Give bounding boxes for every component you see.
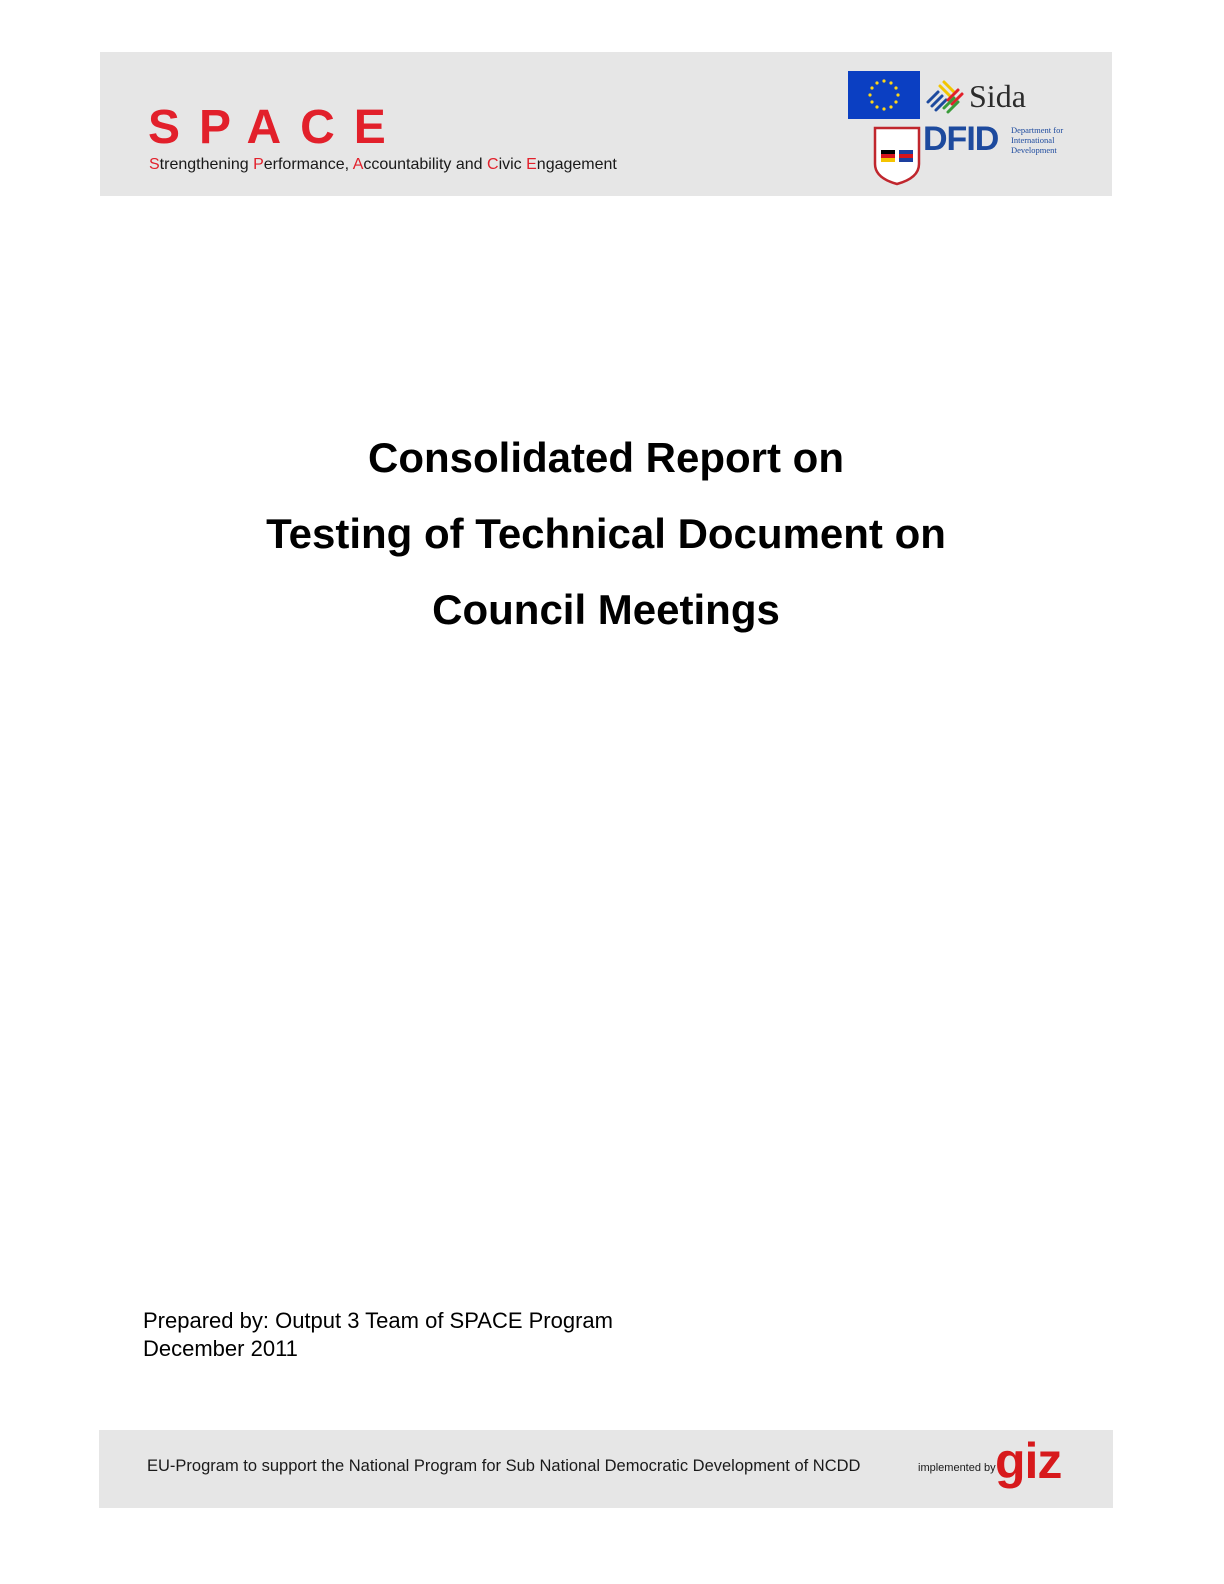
- space-logo: SPACE: [148, 101, 405, 154]
- prepared-by: Prepared by: Output 3 Team of SPACE Program: [143, 1308, 613, 1333]
- space-tagline: [149, 156, 617, 174]
- title-line: Council Meetings: [432, 586, 780, 633]
- tagline-initial: A: [352, 156, 364, 173]
- report-title: [0, 420, 1212, 648]
- tagline-initial: C: [487, 156, 499, 173]
- tagline-text: ivic: [498, 156, 527, 173]
- tagline-initial: E: [526, 156, 537, 173]
- title-line: Consolidated Report on: [368, 434, 844, 481]
- dfid-subtitle: Department for International Development: [1011, 125, 1064, 155]
- dfid-logo-text: DFID: [923, 120, 999, 158]
- tagline-text: erformance,: [263, 156, 353, 173]
- implemented-by-label: implemented by: [918, 1462, 996, 1474]
- footer-band: [99, 1430, 1113, 1508]
- title-line: Testing of Technical Document on: [266, 510, 946, 557]
- eu-flag-logo: [848, 71, 920, 119]
- tagline-initial: P: [253, 156, 264, 173]
- sida-mark-icon: [924, 78, 968, 118]
- sida-logo-text: Sida: [969, 78, 1026, 114]
- tagline-text: trengthening: [159, 156, 254, 173]
- giz-logo: giz: [995, 1433, 1062, 1489]
- footer-program-text: EU-Program to support the National Program for Sub National Democratic Development of NCDD: [147, 1457, 861, 1475]
- cooperation-badge-icon: [873, 126, 921, 186]
- header-band: [100, 52, 1112, 196]
- prepared-date: December 2011: [143, 1336, 298, 1361]
- tagline-text: ccountability and: [363, 156, 487, 173]
- tagline-initial: S: [149, 156, 160, 173]
- prepared-block: [143, 1307, 613, 1363]
- tagline-text: ngagement: [536, 156, 617, 173]
